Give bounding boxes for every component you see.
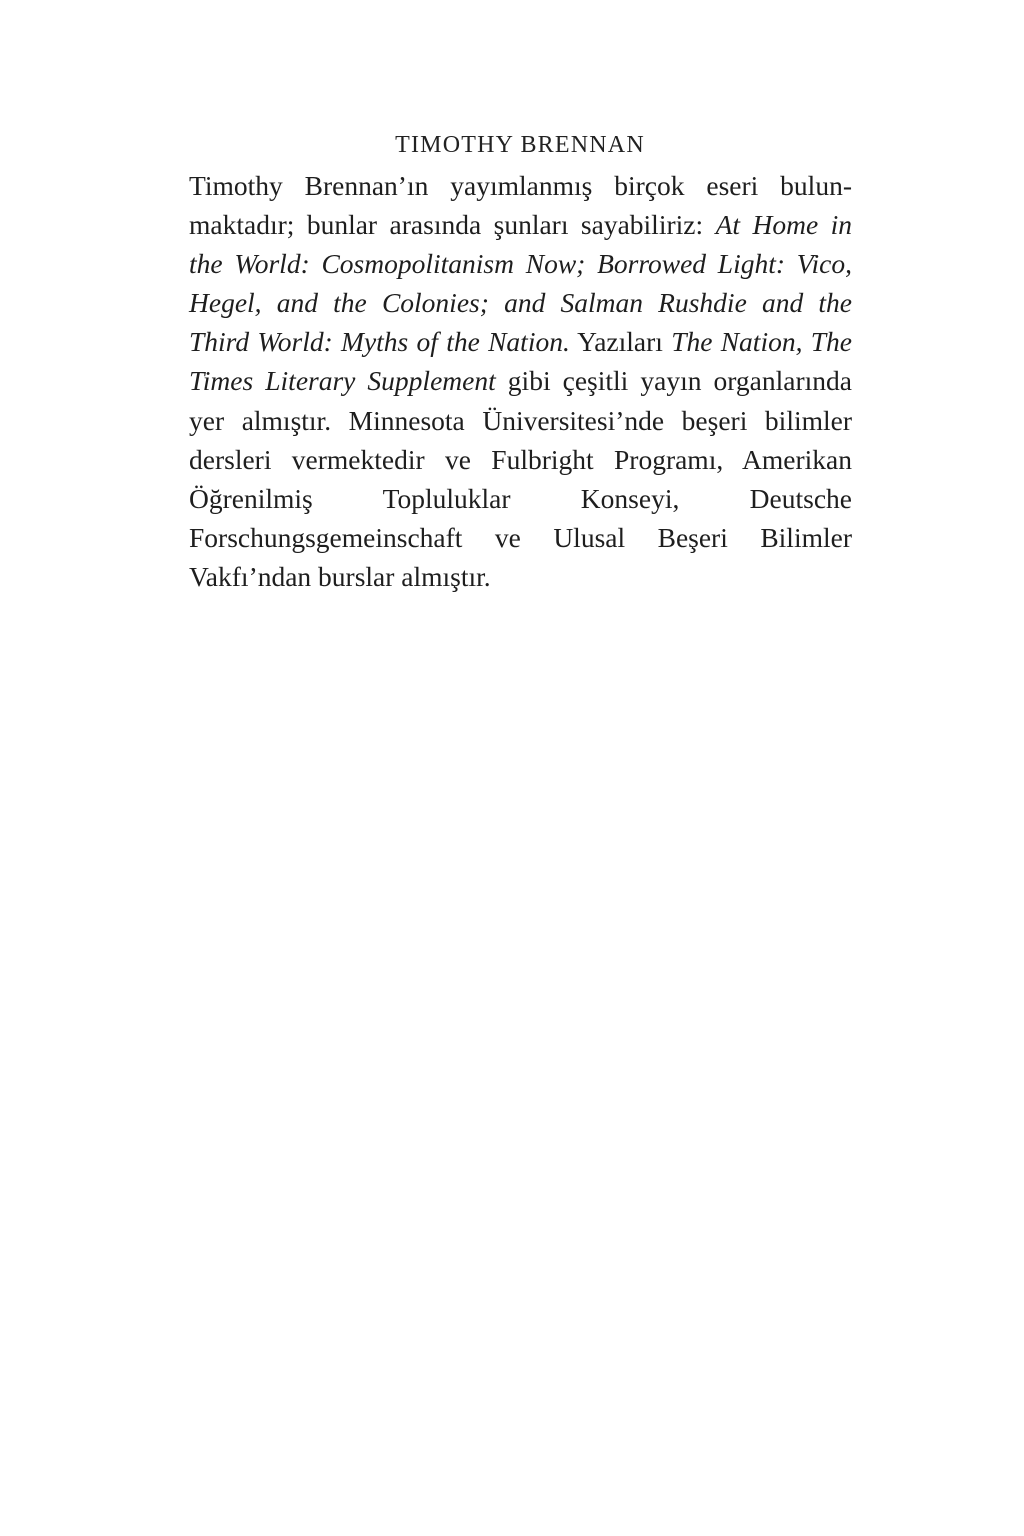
author-heading: TIMOTHY BRENNAN bbox=[395, 132, 645, 158]
bio-publication-titles: The Nation, The Times Literary Supplement bbox=[189, 326, 852, 397]
bio-works-titles: At Home in the World: Cosmopolitanism Now; Borrowed Light: Vico, Hegel, and the Colonies; and Salman Rushdie and the Third World: Myths of the Nation. bbox=[189, 209, 852, 358]
author-bio-paragraph bbox=[189, 166, 852, 596]
bio-middle-text: Yazıları bbox=[569, 326, 672, 358]
bio-outro-text: gibi çeşitli yayın organlarında yer almıştır. Minnesota Üniversitesi’nde beşeri bilimler dersleri vermektedir ve Fulbright Programı, Amerikan Öğrenilmiş Topluluklar Konseyi, Deutsche Forschungsgemeinschaft ve Ulusal Beşeri Bilimler Vakfı’ndan burslar almıştır. bbox=[189, 365, 852, 592]
bio-intro-text: Timothy Brennan’ın yayımlanmış birçok eseri bulunmaktadır; bunlar arasında şunları sayabiliriz: bbox=[189, 170, 852, 241]
